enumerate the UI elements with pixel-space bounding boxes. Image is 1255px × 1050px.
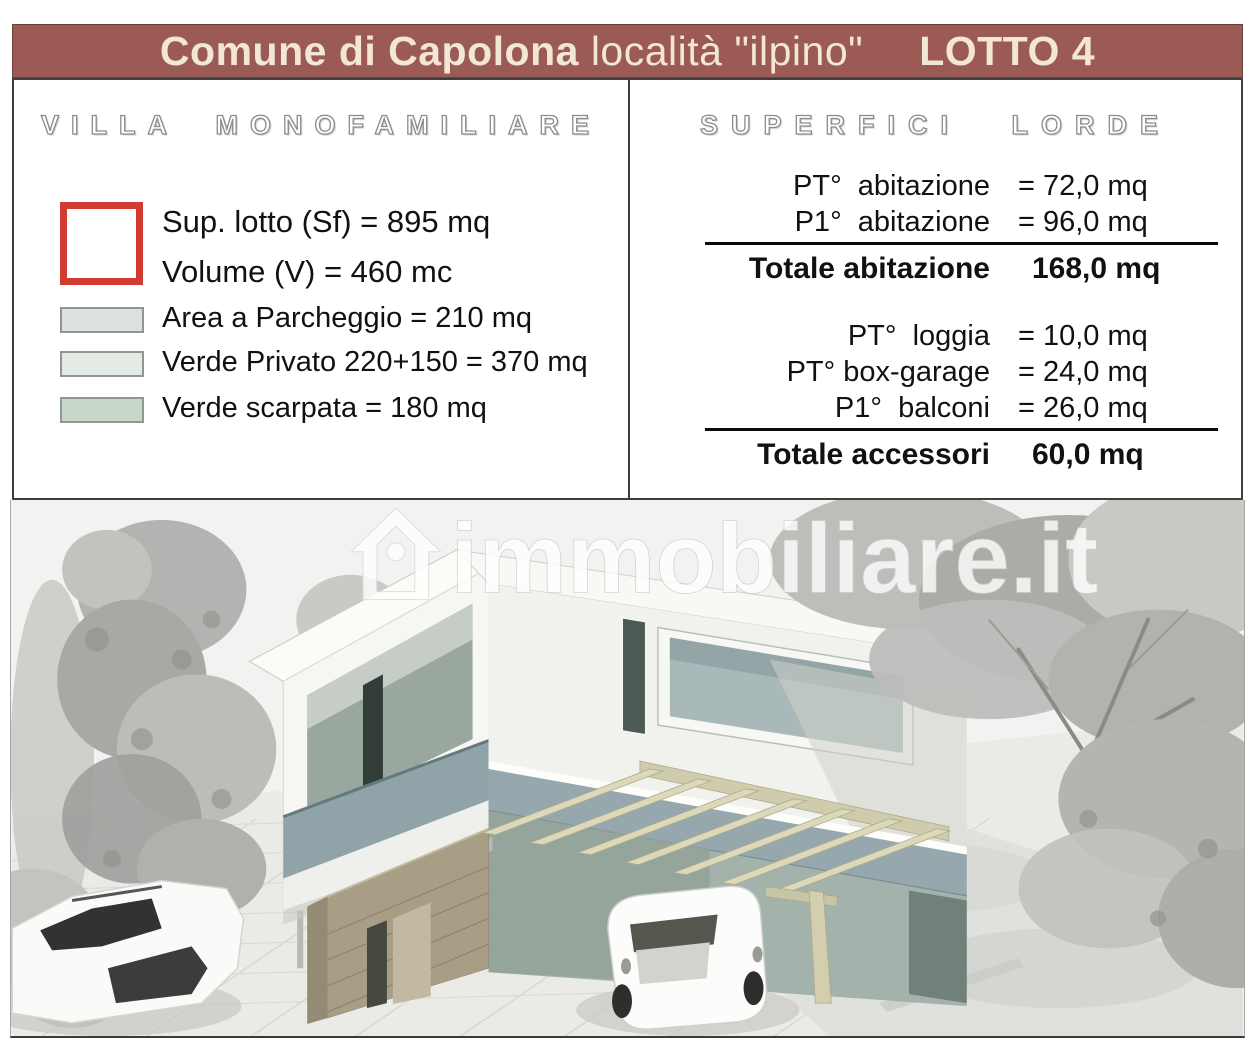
row-value: = 24,0 mq [1018,356,1148,388]
parking-area-swatch [60,307,144,333]
garage-door-dark [367,920,387,1008]
panel-surfaces [630,80,1241,498]
total-label: Totale accessori [757,438,990,471]
table-row [705,354,1218,390]
row-value: = 72,0 mq [1018,170,1148,202]
municipality-title: Comune di Capolona [159,27,579,74]
parking-area-label: Area a Parcheggio = 210 mq [162,302,532,334]
total-value: 60,0 mq [1032,438,1144,471]
villa-panel-title: VILLA MONOFAMILIARE [41,110,601,140]
row-label: PT° loggia [847,320,990,352]
watermark [351,504,1098,615]
row-value: = 10,0 mq [1018,320,1148,352]
header-bar [12,24,1243,78]
row-label: PT° box-garage [786,356,990,388]
row-value: = 26,0 mq [1018,392,1148,424]
locality-label: località "ilpino" [590,27,864,74]
total-row [705,251,1218,287]
private-green-label: Verde Privato 220+150 = 370 mq [162,346,588,378]
table-row [705,168,1218,204]
watermark-text: immobiliare.it [450,503,1099,615]
slope-green-swatch [60,397,144,423]
slope-green-label: Verde scarpata = 180 mq [162,392,487,424]
surfaces-panel-title: SUPERFICI LORDE [699,110,1172,140]
lot-volume-label: Volume (V) = 460 mc [162,254,453,289]
private-green-swatch [60,351,144,377]
total-value: 168,0 mq [1032,252,1161,285]
total-row [705,437,1218,473]
lot-boundary-swatch [60,202,143,285]
row-value: = 96,0 mq [1018,206,1148,238]
accessori-group [705,318,1218,473]
total-label: Totale abitazione [748,252,990,285]
row-label: PT° abitazione [793,170,990,202]
info-panels [12,78,1243,500]
row-label: P1° abitazione [794,206,990,238]
garage-door-light [393,902,431,1004]
lot-number: LOTTO 4 [919,27,1096,74]
abitazione-group [705,168,1218,287]
row-label: P1° balconi [834,392,990,424]
villa-3d-render [10,500,1245,1038]
table-row [705,318,1218,354]
panel-villa [14,80,630,498]
table-row [705,390,1218,431]
small-window [622,618,646,736]
table-row [705,204,1218,245]
render-illustration [11,500,1244,1036]
lot-surface-label: Sup. lotto (Sf) = 895 mq [162,204,491,239]
